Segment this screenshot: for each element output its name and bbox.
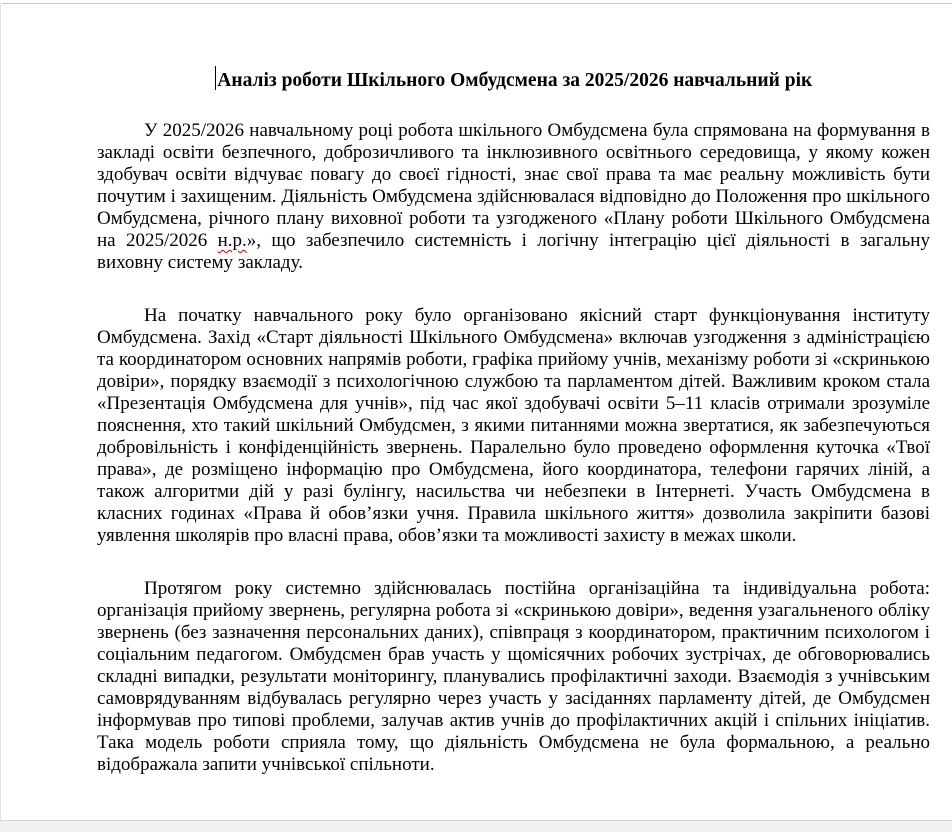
- paragraph-1[interactable]: [97, 120, 930, 274]
- paragraph-3-text: Протягом року системно здійснювалась постійна організаційна та індивідуальна робота: організація прийому звернень, регулярна робота зі «скринькою довіри», ведення узагальненого обліку звернень (без зазначення персональних даних), співпраця з координатором, практичним психологом і соціальним педагогом. Омбудсмен брав участь у щомісячних робочих зустрічах, де обговорювались складні випадки, результати моніторингу, планувались профілактичні заходи. Взаємодія з учнівським самоврядуванням відбувалась регулярно через участь у засіданнях парламенту дітей, де Омбудсмен інформував про типові проблеми, залучав актив учнів до профілактичних акцій і спільних ініціатив. Така модель роботи сприяла тому, що діяльність Омбудсмена не була формальною, а реально відображала запити учнівської спільноти.: [97, 578, 930, 775]
- paragraph-2[interactable]: [97, 305, 930, 547]
- horizontal-scrollbar[interactable]: [0, 820, 952, 832]
- spellcheck-marked-word[interactable]: н.р.: [217, 230, 247, 251]
- page-title-text: Аналіз роботи Шкільного Омбудсмена за 2025/2026 навчальний рік: [217, 70, 813, 91]
- paragraph-2-text: На початку навчального року було організовано якісний старт функціонування інституту Омбудсмена. Захід «Старт діяльності Шкільного Омбудсмена» включав узгодження з адміністрацією та координатором основних напрямів роботи, графіка прийому учнів, механізму роботи зі «скринькою довіри», порядку взаємодії з психологічною службою та парламентом дітей. Важливим кроком стала «Презентація Омбудсмена для учнів», під час якої здобувачі освіти 5–11 класів отримали зрозуміле пояснення, хто такий шкільний Омбудсмен, з якими питаннями можна звертатися, як забезпечуються добровільність і конфіденційність звернень. Паралельно було проведено оформлення куточка «Твої права», де розміщено інформацію про Омбудсмена, його координатора, телефони гарячих ліній, а також алгоритми дій у разі булінгу, насильства чи небезпеки в Інтернеті. Участь Омбудсмена в класних годинах «Права й обов’язки учня. Правила шкільного життя» дозволила закріпити базові уявлення школярів про власні права, обов’язки та можливості захисту в межах школи.: [97, 305, 930, 546]
- paragraph-1-text-before: У 2025/2026 навчальному році робота шкільного Омбудсмена була спрямована на формування в закладі освіти безпечного, доброзичливого та інклюзивного освітнього середовища, у якому кожен здобувач освіти відчуває повагу до своєї гідності, знає свої права та має реальну можливість бути почутим і захищеним. Діяльність Омбудсмена здійснювалася відповідно до Положення про шкільного Омбудсмена, річного плану виховної роботи та узгодженого «Плану роботи Шкільного Омбудсмена на 2025/2026: [97, 120, 930, 251]
- page-left-edge: [0, 3, 1, 821]
- page-title: [97, 66, 930, 94]
- document-body[interactable]: [97, 66, 930, 776]
- paragraph-3[interactable]: [97, 578, 930, 776]
- paragraph-1-text-after: », що забезпечило системність і логічну інтеграцію цієї діяльності в загальну виховну систему закладу.: [97, 230, 930, 273]
- page-top-edge: [2, 3, 952, 4]
